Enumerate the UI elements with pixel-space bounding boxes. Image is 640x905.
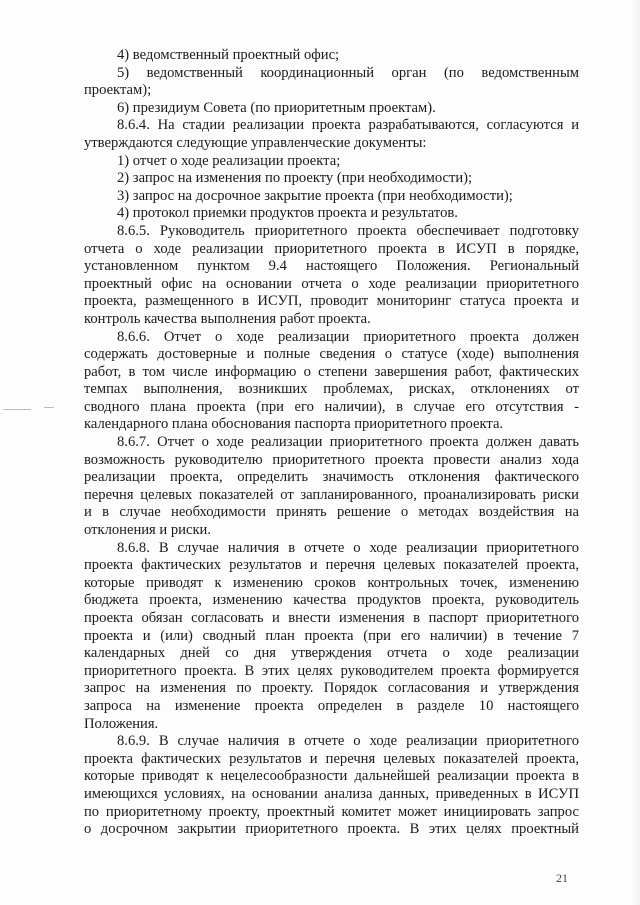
paragraph-8-6-7-line: и в случае необходимости принять решение о методах воздействия на <box>84 504 579 521</box>
document-body <box>84 47 579 839</box>
paragraph-8-6-4-line: утверждаются следующие управленческие документы: <box>84 134 427 151</box>
list-item-6: 6) президиум Совета (по приоритетным проектам). <box>117 99 436 116</box>
paragraph-8-6-7-line: отклонения и риски. <box>84 522 212 539</box>
doc-list-item-3: 3) запрос на досрочное закрытие проекта (при необходимости); <box>117 187 513 204</box>
paragraph-8-6-8-line: запрос на изменения по проекту. Порядок согласования и утверждения <box>84 680 579 697</box>
list-item-5-cont: проектам); <box>84 82 152 99</box>
paragraph-8-6-8-line: 8.6.8. В случае наличия в отчете о ходе реализации приоритетного <box>117 539 579 556</box>
paragraph-8-6-8-line: приоритетного проекта. В этих целях руководителем проекта формируется <box>84 662 579 679</box>
paragraph-8-6-7-line: перечня целевых показателей от запланированного, проанализировать риски <box>84 486 579 503</box>
paragraph-8-6-5-line: проектный офис на основании отчета о ходе реализации приоритетного <box>84 275 579 292</box>
list-item-5: 5) ведомственный координационный орган (по ведомственным <box>117 64 579 81</box>
paragraph-8-6-8-line: календарных дней со дня утверждения отчета о ходе реализации <box>84 645 579 662</box>
paragraph-8-6-8-line: проекта фактических результатов и перечня целевых показателей проекта, <box>84 557 579 574</box>
paragraph-8-6-7-line: реализации проекта, определить значимость отклонения фактического <box>84 469 579 486</box>
doc-list-item-2: 2) запрос на изменения по проекту (при необходимости); <box>117 170 473 187</box>
paragraph-8-6-9-line: проекта фактических результатов и перечня целевых показателей проекта, <box>84 750 579 767</box>
paragraph-8-6-4-line: 8.6.4. На стадии реализации проекта разрабатываются, согласуются и <box>117 117 579 134</box>
paragraph-8-6-6-line: календарного плана обоснования паспорта приоритетного проекта. <box>84 416 504 433</box>
paragraph-8-6-9-line: о досрочном закрытии приоритетного проекта. В этих целях проектный <box>84 821 579 838</box>
paragraph-8-6-5-line: установленном пунктом 9.4 настоящего Положения. Региональный <box>84 258 579 275</box>
paragraph-8-6-5-line: отчета о ходе реализации приоритетного проекта в ИСУП в порядке, <box>84 240 579 257</box>
paragraph-8-6-6-line: содержать достоверные и полные сведения о статусе (ходе) выполнения <box>84 346 579 363</box>
paragraph-8-6-8-line: бюджета проекта, изменению качества продуктов проекта, руководитель <box>84 592 579 609</box>
paragraph-8-6-7-line: 8.6.7. Отчет о ходе реализации приоритетного проекта должен давать <box>117 434 579 451</box>
paragraph-8-6-8-line: запроса на изменение проекта определен в разделе 10 настоящего <box>84 697 579 714</box>
paragraph-8-6-8-line: Положения. <box>84 715 159 732</box>
doc-list-item-4: 4) протокол приемки продуктов проекта и результатов. <box>117 205 458 222</box>
paragraph-8-6-5-line: 8.6.5. Руководитель приоритетного проекта обеспечивает подготовку <box>117 222 579 239</box>
paragraph-8-6-9-line: по приоритетному проекту, проектный комитет может инициировать запрос <box>84 803 579 820</box>
paragraph-8-6-5-line: контроль качества выполнения работ проекта. <box>84 310 371 327</box>
scan-speck <box>44 407 54 408</box>
paragraph-8-6-6-line: 8.6.6. Отчет о ходе реализации приоритетного проекта должен <box>117 328 579 345</box>
paragraph-8-6-6-line: темпах выполнения, возникших проблемах, рисках, отклонениях от <box>84 381 579 398</box>
page-edge-shadow <box>632 0 640 905</box>
paragraph-8-6-6-line: работ, в том числе информацию о степени завершения работ, фактических <box>84 363 579 380</box>
paragraph-8-6-8-line: проекта и (или) сводный план проекта (при его наличии) в течение 7 <box>84 627 579 644</box>
paragraph-8-6-9-line: которые приводят к нецелесообразности дальнейшей реализации проекта в <box>84 768 579 785</box>
list-item-4: 4) ведомственный проектный офис; <box>117 47 340 63</box>
page-number: 21 <box>556 871 568 885</box>
paragraph-8-6-6-line: сводного плана проекта (при его наличии), в случае его отсутствия - <box>84 398 579 415</box>
scan-speck <box>3 409 31 410</box>
paragraph-8-6-8-line: которые приводят к изменению сроков контрольных точек, изменению <box>84 574 579 591</box>
paragraph-8-6-5-line: проекта, размещенного в ИСУП, проводит мониторинг статуса проекта и <box>84 293 579 310</box>
doc-list-item-1: 1) отчет о ходе реализации проекта; <box>117 152 341 169</box>
paragraph-8-6-7-line: возможность руководителю приоритетного проекта провести анализ хода <box>84 451 579 468</box>
paragraph-8-6-9-line: имеющихся условиях, на основании анализа данных, приведенных в ИСУП <box>84 785 579 802</box>
paragraph-8-6-9-line: 8.6.9. В случае наличия в отчете о ходе реализации приоритетного <box>117 733 579 750</box>
paragraph-8-6-8-line: проекта обязан согласовать и внести изменения в паспорт приоритетного <box>84 610 579 626</box>
